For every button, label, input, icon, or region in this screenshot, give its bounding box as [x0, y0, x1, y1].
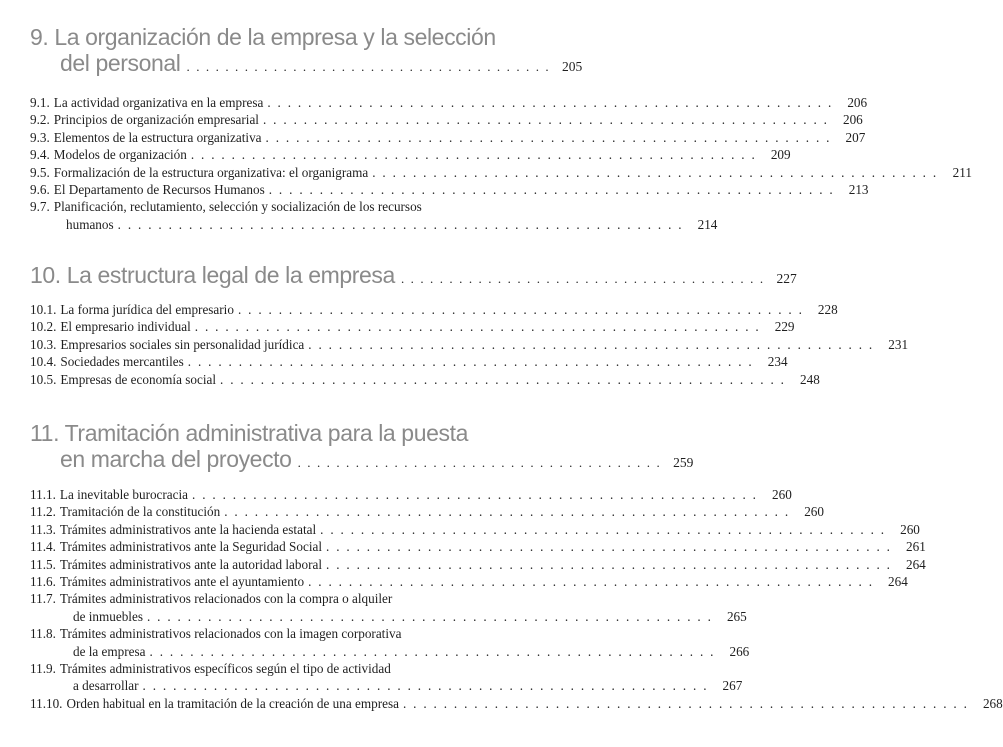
dot-leader: . . . . . . . . . . . . . . . . . . . . . . . . . . . . . . . . . . . . . . . . . . . . . . . . . . . . . . . . — [192, 487, 758, 502]
section-title: El empresario individual — [60, 319, 191, 335]
toc-entry[interactable] — [30, 353, 788, 370]
section-number: 9.2. — [30, 112, 50, 128]
section-page-number: 267 — [722, 678, 743, 694]
section-page-number: 231 — [888, 336, 909, 352]
section-page-number: 209 — [770, 147, 791, 163]
section-page-number: 260 — [900, 521, 920, 537]
chapter-9-sections — [30, 94, 972, 233]
toc-entry[interactable] — [30, 129, 866, 146]
section-title: Empresas de economía social — [60, 371, 217, 387]
dot-leader: . . . . . . . . . . . . . . . . . . . . . . . . . . . . . . . . . . . . . . . . . . . . . . . . . . . . . . . . — [265, 129, 832, 145]
section-number: 11.4. — [30, 539, 56, 555]
section-title: La inevitable burocracia — [59, 487, 189, 502]
section-number: 11.1. — [30, 487, 56, 502]
chapter-title-line: del personal — [60, 50, 181, 76]
section-page-number: 260 — [772, 487, 792, 502]
toc-entry[interactable] — [30, 521, 920, 538]
section-number: 10.5. — [30, 371, 57, 387]
dot-leader: . . . . . . . . . . . . . . . . . . . . . . . . . . . . . . . . . . . . . . . . . . . . . . . . . . . . . . . . — [402, 695, 969, 711]
toc-entry[interactable] — [30, 164, 972, 181]
section-title: Trámites administrativos relacionados con la compra o alquiler — [59, 591, 393, 607]
section-page-number: 214 — [697, 216, 718, 232]
section-number: 11.2. — [30, 504, 56, 520]
toc-entry[interactable] — [30, 94, 868, 111]
section-page-number: 266 — [729, 643, 750, 659]
section-title: Planificación, reclutamiento, selección y socialización de los recursos — [53, 199, 422, 215]
section-title: Principios de organización empresarial — [53, 112, 259, 128]
section-title: La actividad organizativa en la empresa — [53, 95, 264, 110]
dot-leader: . . . . . . . . . . . . . . . . . . . . . . . . . . . . . . . . . . . . . . . . . . . . . . . . . . . . . . . . — [326, 556, 892, 572]
section-title: Trámites administrativos específicos según el tipo de actividad — [59, 661, 391, 677]
section-number: 11.3. — [30, 521, 56, 537]
section-page-number: 206 — [842, 112, 863, 128]
dot-leader: . . . . . . . . . . . . . . . . . . . . . . . . . . . . . . . . . . . . . . . . . . . . . . . . . . . . . . . . — [220, 371, 786, 387]
dot-leader: . . . . . . . . . . . . . . . . . . . . . . . . . . . . . . . . . . . . . . . . . . . . . . . . . . . . . . . . — [149, 643, 716, 659]
section-number: 9.3. — [30, 129, 50, 145]
dot-leader: . . . . . . . . . . . . . . . . . . . . . . . . . . . . . . . . . . . . . . . . . . . . . . . . . . . . . . . . — [326, 539, 892, 555]
section-page-number: 264 — [905, 556, 926, 572]
chapter-9-title[interactable] — [30, 24, 583, 76]
toc-entry[interactable] — [30, 371, 820, 388]
toc-entry[interactable] — [30, 301, 838, 318]
toc-entry[interactable] — [30, 573, 908, 590]
section-title: Formalización de la estructura organizativa: el organigrama — [53, 164, 369, 180]
section-title: Trámites administrativos ante la hacienda estatal — [59, 521, 317, 537]
section-number: 10.1. — [30, 302, 57, 317]
chapter-title-line: 11. Tramitación administrativa para la puesta — [30, 420, 468, 446]
dot-leader: . . . . . . . . . . . . . . . . . . . . . . . . . . . . . . . . . . . . . . . . . . . . . . . . . . . . . . . . — [308, 336, 875, 352]
section-number: 9.6. — [30, 182, 50, 198]
section-page-number: 213 — [848, 182, 869, 198]
section-number: 9.5. — [30, 164, 50, 180]
chapter-title-line: 9. La organización de la empresa y la selección — [30, 24, 496, 50]
section-title: Orden habitual en la tramitación de la creación de una empresa — [66, 695, 399, 711]
section-page-number: 228 — [817, 302, 838, 317]
section-page-number: 261 — [906, 539, 926, 555]
dot-leader: . . . . . . . . . . . . . . . . . . . . . . . . . . . . . . . . . . . . . . . . . . . . . . . . . . . . . . . . — [267, 95, 834, 110]
section-page-number: 260 — [804, 504, 824, 520]
toc-entry[interactable] — [30, 556, 926, 573]
section-title-continued: de la empresa — [73, 643, 146, 659]
section-title: Tramitación de la constitución — [59, 504, 221, 520]
chapter-11-sections — [30, 486, 1003, 712]
dot-leader: . . . . . . . . . . . . . . . . . . . . . . . . . . . . . . . . . . . . . . . . . . . . . . . . . . . . . . . . — [194, 319, 761, 335]
toc-entry[interactable] — [30, 146, 791, 163]
dot-leader: . . . . . . . . . . . . . . . . . . . . . . . . . . . . . . . . . . . . . . — [297, 455, 662, 470]
chapter-page-number: 259 — [673, 455, 694, 470]
dot-leader: . . . . . . . . . . . . . . . . . . . . . . . . . . . . . . . . . . . . . . . . . . . . . . . . . . . . . . . . — [117, 216, 684, 232]
dot-leader: . . . . . . . . . . . . . . . . . . . . . . . . . . . . . . . . . . . . . . . . . . . . . . . . . . . . . . . . — [142, 678, 709, 694]
section-number: 11.5. — [30, 556, 56, 572]
section-page-number: 264 — [888, 574, 908, 590]
toc-entry[interactable] — [30, 486, 792, 503]
section-page-number: 229 — [774, 319, 795, 335]
dot-leader: . . . . . . . . . . . . . . . . . . . . . . . . . . . . . . . . . . . . . . . . . . . . . . . . . . . . . . . . — [262, 112, 829, 128]
toc-entry[interactable] — [30, 538, 926, 555]
dot-leader: . . . . . . . . . . . . . . . . . . . . . . . . . . . . . . . . . . . . . . . . . . . . . . . . . . . . . . . . — [146, 608, 713, 624]
dot-leader: . . . . . . . . . . . . . . . . . . . . . . . . . . . . . . . . . . . . . . . . . . . . . . . . . . . . . . . . — [237, 302, 804, 317]
chapter-10-title[interactable] — [30, 262, 797, 288]
section-number: 9.4. — [30, 147, 50, 163]
toc-entry[interactable] — [30, 111, 863, 128]
section-title: Sociedades mercantiles — [60, 354, 184, 370]
section-number: 11.9. — [30, 661, 56, 677]
toc-entry[interactable] — [30, 695, 1003, 712]
section-page-number: 265 — [726, 608, 747, 624]
section-title: La forma jurídica del empresario — [60, 302, 234, 317]
section-number: 11.7. — [30, 591, 56, 607]
section-page-number: 234 — [767, 354, 788, 370]
section-page-number: 248 — [800, 371, 820, 387]
section-number: 9.1. — [30, 95, 50, 110]
toc-entry[interactable] — [30, 660, 743, 695]
section-page-number: 211 — [952, 164, 972, 180]
dot-leader: . . . . . . . . . . . . . . . . . . . . . . . . . . . . . . . . . . . . . . . . . . . . . . . . . . . . . . . . — [372, 164, 938, 180]
toc-entry[interactable] — [30, 625, 750, 660]
section-number: 10.4. — [30, 354, 57, 370]
section-page-number: 207 — [845, 129, 866, 145]
dot-leader: . . . . . . . . . . . . . . . . . . . . . . . . . . . . . . . . . . . . . . . . . . . . . . . . . . . . . . . . — [308, 574, 874, 590]
dot-leader: . . . . . . . . . . . . . . . . . . . . . . . . . . . . . . . . . . . . . . — [400, 271, 765, 286]
section-title: Empresarios sociales sin personalidad jurídica — [60, 336, 305, 352]
section-page-number: 206 — [847, 95, 868, 110]
chapter-11-title[interactable] — [30, 420, 694, 472]
section-title: Trámites administrativos relacionados con la imagen corporativa — [59, 626, 402, 642]
chapter-10-sections — [30, 301, 909, 388]
toc-entry[interactable] — [30, 318, 795, 335]
dot-leader: . . . . . . . . . . . . . . . . . . . . . . . . . . . . . . . . . . . . . . . . . . . . . . . . . . . . . . . . — [320, 521, 886, 537]
section-page-number: 268 — [982, 695, 1003, 711]
chapter-page-number: 227 — [776, 271, 797, 286]
section-title: Trámites administrativos ante el ayuntamiento — [59, 574, 305, 590]
dot-leader: . . . . . . . . . . . . . . . . . . . . . . . . . . . . . . . . . . . . . . — [186, 59, 551, 74]
chapter-title-line: 10. La estructura legal de la empresa — [30, 262, 395, 288]
section-number: 11.8. — [30, 626, 56, 642]
section-title-continued: humanos — [66, 216, 114, 232]
toc-entry[interactable] — [30, 181, 869, 198]
section-title: Trámites administrativos ante la Seguridad Social — [59, 539, 323, 555]
toc-entry[interactable] — [30, 590, 747, 625]
section-number: 11.6. — [30, 574, 56, 590]
section-title: Modelos de organización — [53, 147, 187, 163]
chapter-title-line: en marcha del proyecto — [60, 446, 292, 472]
section-number: 9.7. — [30, 199, 50, 215]
dot-leader: . . . . . . . . . . . . . . . . . . . . . . . . . . . . . . . . . . . . . . . . . . . . . . . . . . . . . . . . — [268, 182, 835, 198]
section-number: 10.2. — [30, 319, 57, 335]
section-title-continued: a desarrollar — [73, 678, 139, 694]
section-title: El Departamento de Recursos Humanos — [53, 182, 265, 198]
section-number: 10.3. — [30, 336, 57, 352]
dot-leader: . . . . . . . . . . . . . . . . . . . . . . . . . . . . . . . . . . . . . . . . . . . . . . . . . . . . . . . . — [187, 354, 754, 370]
section-title: Elementos de la estructura organizativa — [53, 129, 262, 145]
section-title-continued: de inmuebles — [73, 608, 143, 624]
toc-entry[interactable] — [30, 503, 824, 520]
toc-entry[interactable] — [30, 198, 718, 233]
chapter-page-number: 205 — [562, 59, 583, 74]
toc-entry[interactable] — [30, 336, 909, 353]
section-title: Trámites administrativos ante la autoridad laboral — [59, 556, 322, 572]
dot-leader: . . . . . . . . . . . . . . . . . . . . . . . . . . . . . . . . . . . . . . . . . . . . . . . . . . . . . . . . — [190, 147, 757, 163]
dot-leader: . . . . . . . . . . . . . . . . . . . . . . . . . . . . . . . . . . . . . . . . . . . . . . . . . . . . . . . . — [224, 504, 790, 520]
section-number: 11.10. — [30, 695, 63, 711]
